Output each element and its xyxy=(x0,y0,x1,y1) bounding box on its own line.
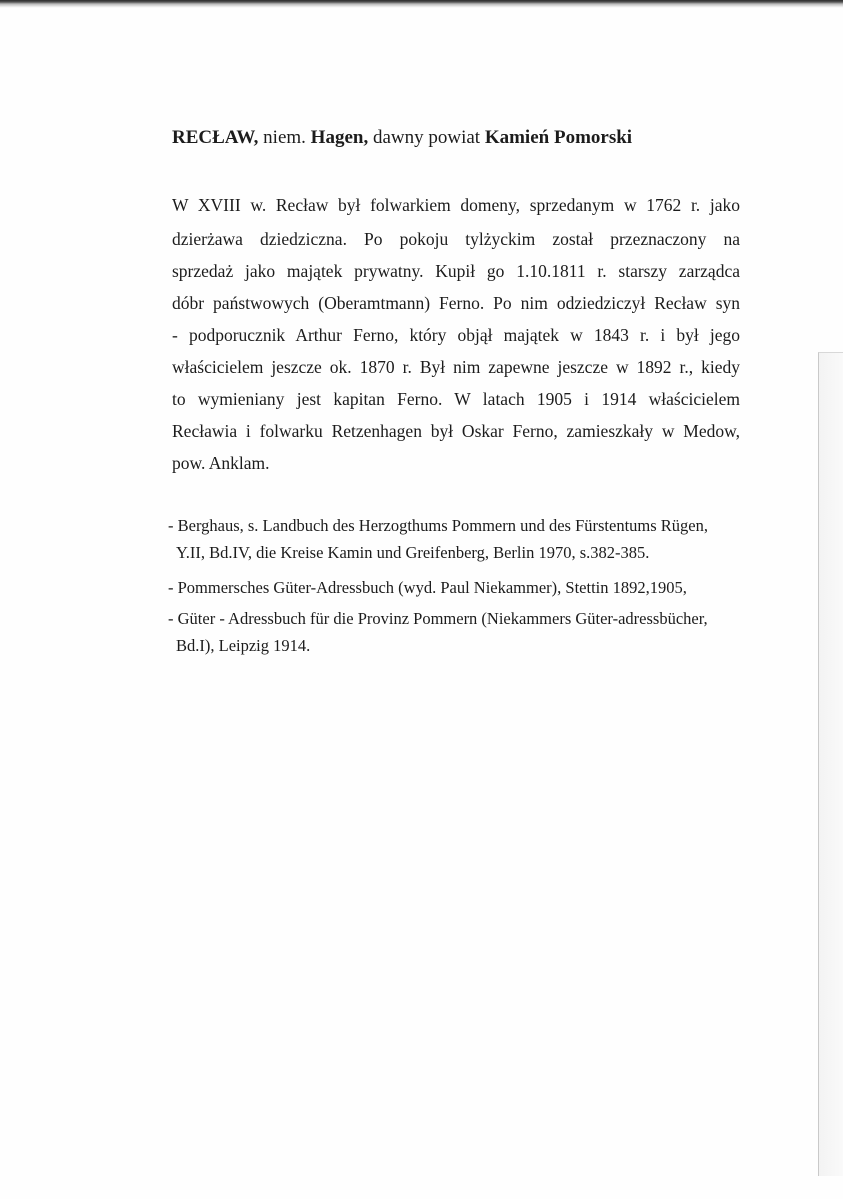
reference-item: - Pommersches Güter-Adressbuch (wyd. Paul Niekammer), Stettin 1892,1905, xyxy=(168,578,687,597)
reference-item: - Berghaus, s. Landbuch des Herzogthums Pommern und des Fürstentums Rügen, xyxy=(168,516,709,535)
paragraph-line: to wymieniany jest kapitan Ferno. W latach 1905 i 1914 właścicielem xyxy=(172,389,740,409)
reference-item-continuation: Y.II, Bd.IV, die Kreise Kamin und Greifenberg, Berlin 1970, s.382-385. xyxy=(176,543,650,562)
document-heading xyxy=(172,124,772,152)
paragraph-line: sprzedaż jako majątek prywatny. Kupił go 1.10.1811 r. starszy zarządca xyxy=(172,261,740,281)
paragraph-line: W XVIII w. Recław był folwarkiem domeny, sprzedanym w 1762 r. jako xyxy=(172,195,740,215)
paragraph-line: właścicielem jeszcze ok. 1870 r. Był nim zapewne jeszcze w 1892 r., kiedy xyxy=(172,357,740,377)
heading-german-prefix: niem. xyxy=(263,127,306,148)
reference-item: - Güter - Adressbuch für die Provinz Pommern (Niekammers Güter-adressbücher, xyxy=(168,609,708,628)
heading-district-prefix: dawny powiat xyxy=(372,127,481,148)
reference-item-continuation: Bd.I), Leipzig 1914. xyxy=(176,636,311,655)
heading-german-name: Hagen, xyxy=(310,127,369,148)
scan-top-edge xyxy=(0,0,843,8)
paragraph-line: dzierżawa dziedziczna. Po pokoju tylżyckim został przeznaczony na xyxy=(172,229,740,249)
scan-right-edge xyxy=(818,352,843,1176)
paragraph-line: - podporucznik Arthur Ferno, który objął majątek w 1843 r. i był jego xyxy=(172,325,740,345)
paragraph-line: Recławia i folwarku Retzenhagen był Oskar Ferno, zamieszkały w Medow, xyxy=(172,421,740,441)
paragraph-line: pow. Anklam. xyxy=(172,453,270,473)
paragraph-line: dóbr państwowych (Oberamtmann) Ferno. Po nim odziedziczył Recław syn xyxy=(172,293,740,313)
heading-district: Kamień Pomorski xyxy=(484,127,633,148)
heading-place-name: RECŁAW, xyxy=(172,127,259,148)
